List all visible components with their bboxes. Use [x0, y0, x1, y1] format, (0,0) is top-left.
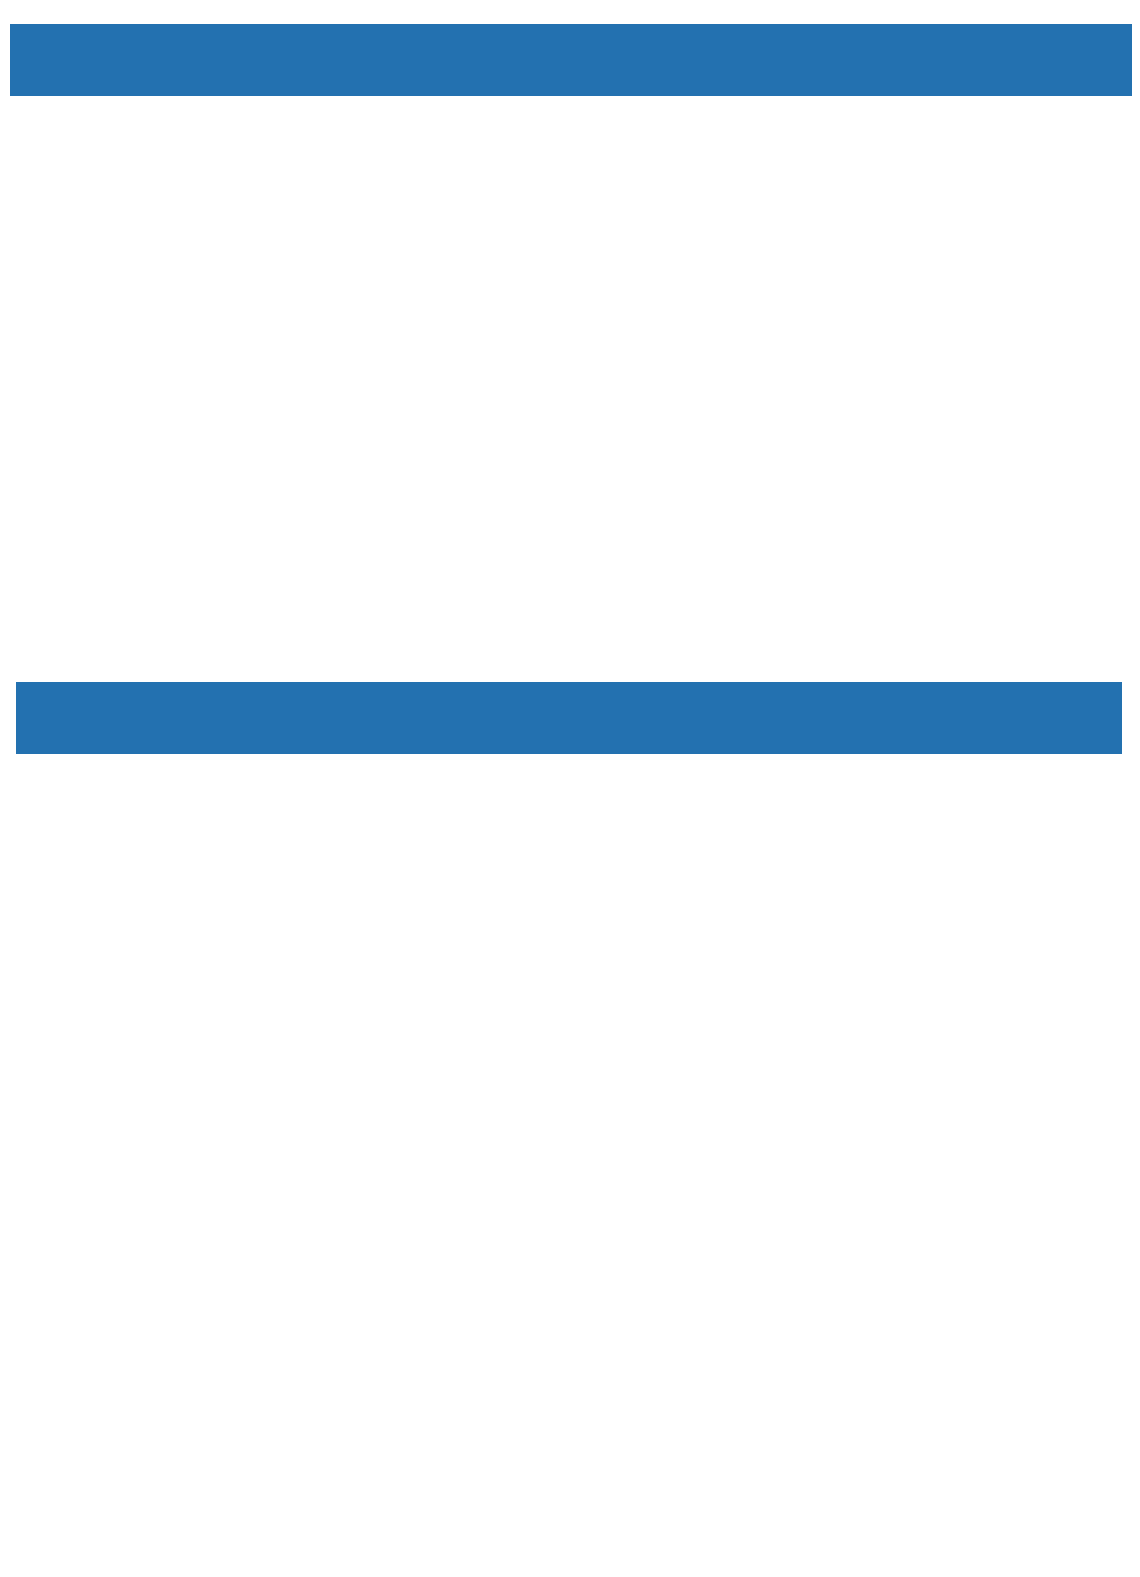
product-display-banner	[10, 24, 1132, 96]
connector-product-photo	[40, 200, 1120, 570]
spec-sheet-banner	[16, 682, 1122, 754]
